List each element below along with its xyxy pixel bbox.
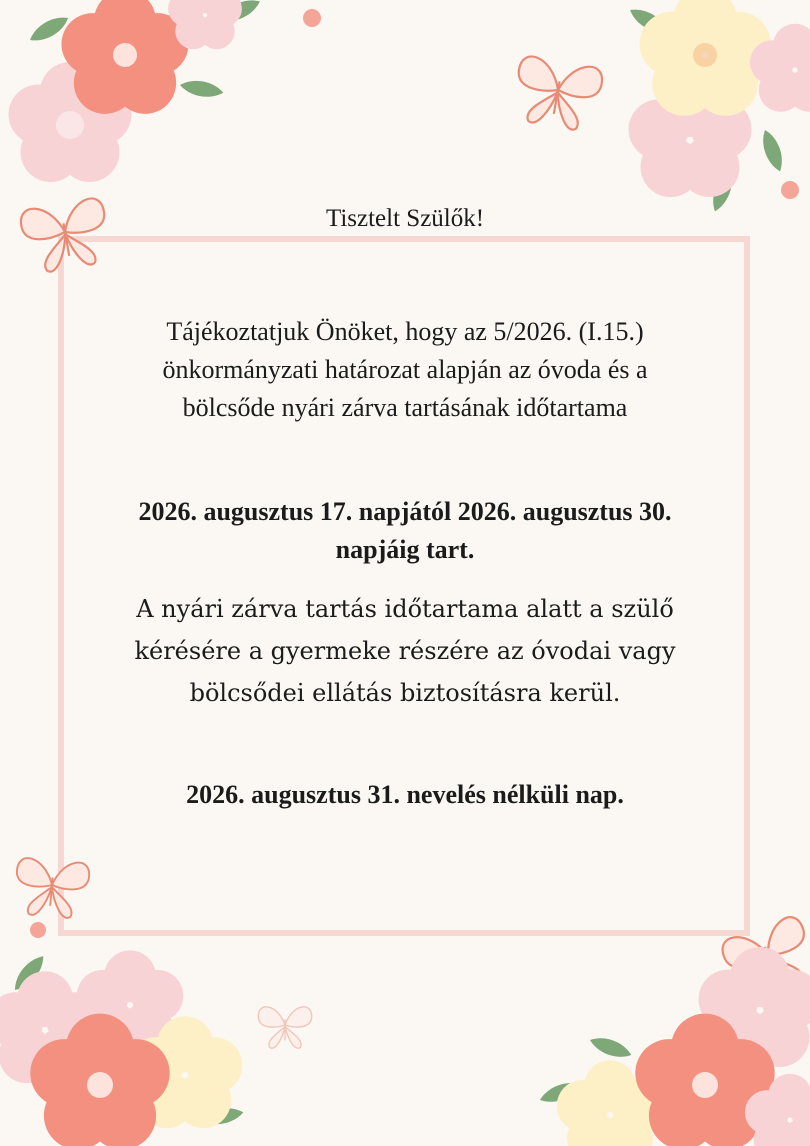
care-paragraph: A nyári zárva tartás időtartama alatt a szülő kérésére a gyermeke részére az óvodai vagy bölcsődei ellátás biztosításra kerül.: [134, 595, 676, 707]
flower-icon: [557, 1060, 664, 1146]
flower-icon: [639, 0, 770, 116]
greeting: Tisztelt Szülők!: [325, 205, 485, 232]
flower-icon: [128, 1016, 243, 1128]
intro-paragraph: Tájékoztatjuk Önöket, hogy az 5/2026. (I.15.) önkormányzati határozat alapján az óvoda és a bölcsőde nyári zárva tartásának időtartama: [162, 317, 648, 422]
flower-icon: [629, 77, 752, 197]
flower-icon: [9, 62, 132, 182]
non-teaching-day: 2026. augusztus 31. nevelés nélküli nap.: [186, 780, 624, 809]
butterfly-icon: [258, 1007, 311, 1048]
flower-icon: [0, 971, 102, 1083]
flower-icon: [61, 0, 188, 114]
flower-icon: [635, 1014, 774, 1146]
flower-icon: [699, 947, 810, 1067]
flower-icon: [77, 950, 184, 1054]
flower-icon: [30, 1014, 169, 1146]
leaf-icon: [26, 0, 263, 100]
butterfly-icon: [510, 55, 604, 134]
closure-dates: 2026. augusztus 17. napjától 2026. augusztus 30. napjáig tart.: [138, 497, 672, 564]
